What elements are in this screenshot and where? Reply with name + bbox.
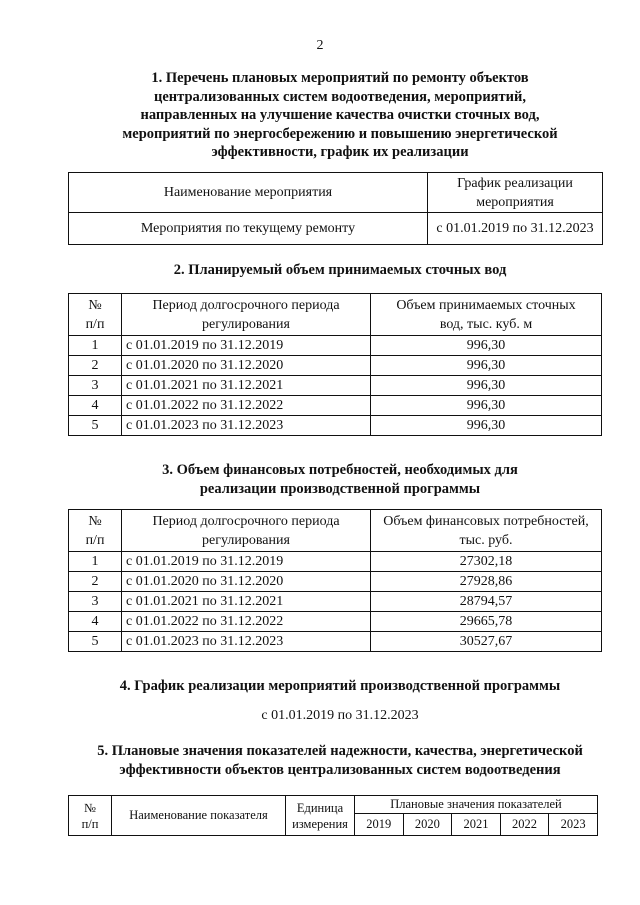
row-period: с 01.01.2023 по 31.12.2023	[122, 632, 371, 652]
header-schedule-line: График реализации	[457, 175, 573, 191]
table-row	[69, 592, 602, 612]
table-row	[69, 376, 602, 396]
header-number-line: №	[88, 297, 102, 313]
header-year-2022: 2022	[500, 814, 549, 836]
header-year-2021: 2021	[452, 814, 501, 836]
header-period	[122, 510, 371, 552]
header-number-line: п/п	[85, 316, 105, 332]
row-volume: 996,30	[371, 376, 602, 396]
header-year-2020: 2020	[403, 814, 452, 836]
section3-title-line: реализации производственной программы	[199, 480, 481, 497]
row-number: 3	[69, 592, 122, 612]
table-row	[69, 336, 602, 356]
header-unit-line: измерения	[292, 816, 348, 831]
header-number-line: п/п	[81, 816, 99, 831]
header-number	[69, 510, 122, 552]
section1-title	[0, 69, 640, 162]
header-volume	[371, 294, 602, 336]
table-row	[69, 356, 602, 376]
table-row	[69, 612, 602, 632]
row-period: с 01.01.2022 по 31.12.2022	[122, 612, 371, 632]
row-amount: 27302,18	[371, 552, 602, 572]
row-volume: 996,30	[371, 336, 602, 356]
header-number	[69, 294, 122, 336]
section5-table	[68, 795, 598, 836]
section1-title-line: 1. Перечень плановых мероприятий по ремонту объектов	[151, 70, 529, 86]
table-header-row	[69, 510, 602, 552]
row-amount: 29665,78	[371, 612, 602, 632]
header-number	[69, 796, 112, 836]
row-amount: 28794,57	[371, 592, 602, 612]
header-period-line: регулирования	[202, 316, 290, 332]
header-financial-needs-line: тыс. руб.	[459, 532, 513, 548]
section3-title-line: 3. Объем финансовых потребностей, необходимых для	[162, 462, 518, 478]
schedule-cell: с 01.01.2019 по 31.12.2023	[428, 213, 603, 245]
row-number: 3	[69, 376, 122, 396]
header-financial-needs-line: Объем финансовых потребностей,	[383, 513, 589, 529]
row-period: с 01.01.2022 по 31.12.2022	[122, 396, 371, 416]
activity-name-cell: Мероприятия по текущему ремонту	[69, 213, 428, 245]
header-volume-line: вод, тыс. куб. м	[439, 316, 533, 332]
table-header-row	[69, 173, 603, 213]
section2-table	[68, 293, 602, 436]
header-number-line: №	[88, 513, 102, 529]
table-row	[69, 396, 602, 416]
header-period	[122, 294, 371, 336]
row-period: с 01.01.2020 по 31.12.2020	[122, 572, 371, 592]
table-row	[69, 632, 602, 652]
row-amount: 30527,67	[371, 632, 602, 652]
section4-period: с 01.01.2019 по 31.12.2023	[261, 708, 419, 723]
table-row	[69, 552, 602, 572]
header-financial-needs	[371, 510, 602, 552]
section1-table	[68, 172, 603, 245]
header-unit	[286, 796, 355, 836]
section5-title-line: 5. Плановые значения показателей надежности, качества, энергетической	[97, 743, 583, 759]
row-number: 4	[69, 612, 122, 632]
row-period: с 01.01.2020 по 31.12.2020	[122, 356, 371, 376]
row-number: 1	[69, 336, 122, 356]
section3-table	[68, 509, 602, 652]
page-number: 2	[316, 38, 324, 53]
header-activity-name: Наименование мероприятия	[69, 173, 428, 213]
row-volume: 996,30	[371, 396, 602, 416]
row-period: с 01.01.2021 по 31.12.2021	[122, 376, 371, 396]
section5-title	[0, 742, 640, 779]
section1-title-line: централизованных систем водоотведения, мероприятий,	[154, 88, 526, 105]
header-volume-line: Объем принимаемых сточных	[396, 297, 576, 313]
row-amount: 27928,86	[371, 572, 602, 592]
header-period-line: Период долгосрочного периода	[152, 513, 340, 529]
table-header-row	[69, 796, 598, 814]
header-number-line: №	[84, 800, 96, 815]
table-header-row	[69, 294, 602, 336]
section4-title: 4. График реализации мероприятий производственной программы	[119, 678, 561, 694]
header-planned-values: Плановые значения показателей	[355, 796, 598, 814]
row-period: с 01.01.2019 по 31.12.2019	[122, 336, 371, 356]
header-year-2019: 2019	[355, 814, 404, 836]
header-year-2023: 2023	[549, 814, 598, 836]
section2-title: 2. Планируемый объем принимаемых сточных вод	[173, 262, 507, 278]
table-row	[69, 572, 602, 592]
header-schedule	[428, 173, 603, 213]
row-volume: 996,30	[371, 356, 602, 376]
table-row	[69, 213, 603, 245]
section1-title-line: мероприятий по энергосбережению и повышению энергетической	[122, 125, 558, 142]
table-row	[69, 416, 602, 436]
section5-title-line: эффективности объектов централизованных систем водоотведения	[119, 761, 561, 778]
header-period-line: Период долгосрочного периода	[152, 297, 340, 313]
row-number: 4	[69, 396, 122, 416]
header-number-line: п/п	[85, 532, 105, 548]
header-schedule-line: мероприятия	[476, 194, 554, 210]
section1-title-line: направленных на улучшение качества очистки сточных вод,	[140, 107, 540, 123]
row-number: 5	[69, 416, 122, 436]
row-period: с 01.01.2023 по 31.12.2023	[122, 416, 371, 436]
header-period-line: регулирования	[202, 532, 290, 548]
section1-title-line: эффективности, график их реализации	[211, 144, 469, 160]
row-volume: 996,30	[371, 416, 602, 436]
header-indicator-name: Наименование показателя	[112, 796, 286, 836]
row-number: 2	[69, 572, 122, 592]
row-number: 2	[69, 356, 122, 376]
row-period: с 01.01.2019 по 31.12.2019	[122, 552, 371, 572]
header-unit-line: Единица	[296, 800, 344, 815]
section3-title	[0, 461, 640, 498]
row-period: с 01.01.2021 по 31.12.2021	[122, 592, 371, 612]
row-number: 1	[69, 552, 122, 572]
row-number: 5	[69, 632, 122, 652]
